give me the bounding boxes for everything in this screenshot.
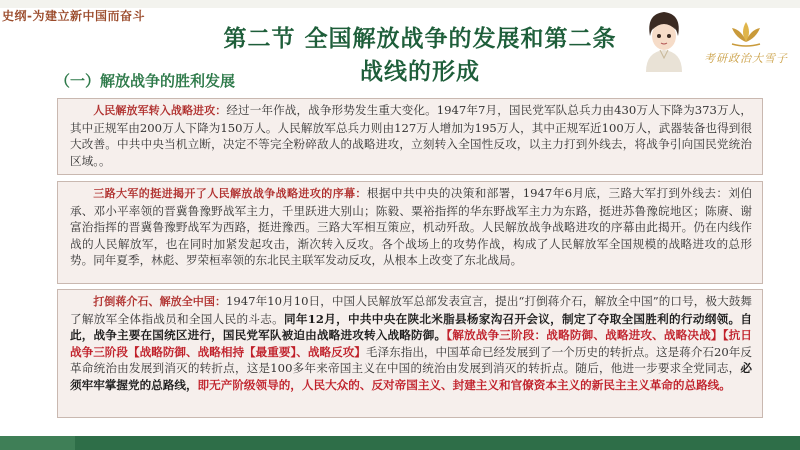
bottom-bar (0, 436, 800, 450)
box1-text: 经过一年作战，战争形势发生重大变化。1947年7月，国民党军队总兵力由430万人下降为373万人，其中正规军由200万人下降为150万人。人民解放军总兵力则由127万人增加为195万人，其中正规军近100万人，武器装备也得到很大改善。中共中央当机立断，决定不等完全粉碎敌人的战略进攻，立刻转入全国性反攻，以主力打到外线去，将战争引向国民党统治区域。。 (70, 103, 752, 168)
page-title-line2: 战线的形成 (360, 59, 480, 85)
box3-bold-b: 必须牢牢掌握党的总路线， (70, 361, 752, 392)
logo-text: 考研政治大雪子 (704, 52, 788, 65)
page-title-line1: 第二节 全国解放战争的发展和第二条 (223, 26, 617, 52)
box1-heading: 人民解放军转入战略进攻： (93, 104, 227, 117)
box2-heading: 三路大军的挺进揭开了人民解放战争战略进攻的序幕： (93, 187, 367, 200)
box3-red-a: 【解放战争三阶段：战略防御、战略进攻、战略决战】【抗日战争三阶段【战略防御、战略相持【最重要】、战略反攻】 (70, 328, 752, 359)
box3-red-b: 即无产阶级领导的，人民大众的、反对帝国主义、封建主义和官僚资本主义的新民主主义革命的总路线。 (197, 377, 731, 392)
content-box-liberate-china (57, 289, 763, 418)
bottom-bar-accent (0, 436, 75, 450)
content-box-strategic-offensive (57, 98, 763, 175)
box3-text-b: 毛泽东指出，中国革命已经发展到了一个历史的转折点。这是蒋介石20年反革命统治由发展到消灭的转折点，这是100多年来帝国主义在中国的统治由发展到消灭的转折点。随后，他进一步要求全党同志， (70, 344, 752, 376)
box3-heading: 打倒蒋介石、解放全中国： (93, 295, 227, 308)
box3-bold-a: 同年12月，中共中央在陕北米脂县杨家沟召开会议，制定了夺取全国胜利的行动纲领。自此，战争主要在国统区进行，国民党军队被迫由战略进攻转入战略防御。 (70, 311, 752, 343)
lotus-logo-icon (692, 18, 800, 50)
content-box-three-armies (57, 181, 763, 284)
brand-logo (692, 18, 800, 70)
box2-text: 根据中共中央的决策和部署，1947年6月底，三路大军打到外线去：刘伯承、邓小平率领的晋冀鲁豫野战军主力，千里跃进大别山；陈毅、粟裕指挥的华东野战军主力为东路，挺进苏鲁豫皖地区；陈赓、谢富治指挥的晋冀鲁豫野战军为西路，挺进豫西。三路大军相互策应，机动歼敌。人民解放战争战略进攻的序幕由此揭开。仍在内线作战的人民解放军，也在同时加紧发起攻击，渐次转入反攻。各个战场上的攻势作战，构成了人民解放军全国规模的战略进攻的总形势。同年夏季，林彪、罗荣桓率领的东北民主联军发动反攻，从根本上改变了东北战局。 (70, 186, 753, 268)
section-heading: （一）解放战争的胜利发展 (55, 72, 236, 90)
avatar-illustration (636, 6, 692, 72)
course-tag: 史纲-为建立新中国而奋斗 (2, 9, 145, 23)
box3-text-a: 1947年10月10日，中国人民解放军总部发表宣言，提出“打倒蒋介石，解放全中国”的口号，极大鼓舞了解放军全体指战员和全国人民的斗志。 (70, 294, 752, 326)
